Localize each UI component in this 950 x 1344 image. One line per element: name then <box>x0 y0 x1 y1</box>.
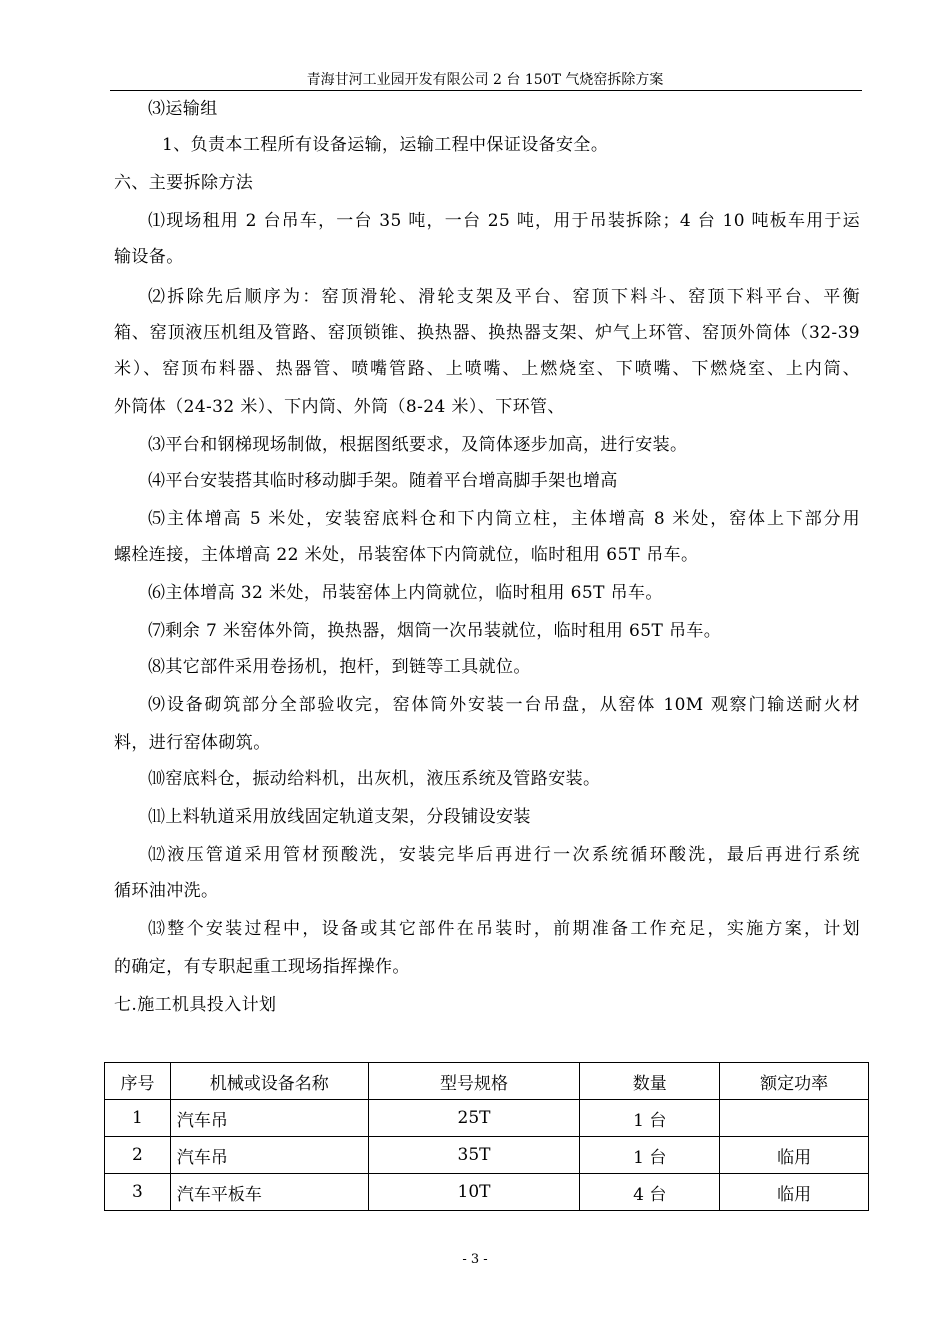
equipment-table <box>104 1062 869 1211</box>
paragraph-line: ⑺剩余 7 米窑体外筒，换热器，烟筒一次吊装就位，临时租用 65T 吊车。 <box>148 621 722 641</box>
cell-quantity: 4 台 <box>580 1174 720 1211</box>
cell-power: 临用 <box>720 1137 869 1174</box>
page-header: 青海甘河工业园开发有限公司 2 台 150T 气烧窑拆除方案 <box>306 72 664 88</box>
cell-model: 10T <box>368 1174 580 1211</box>
cell-quantity: 1 台 <box>580 1137 720 1174</box>
paragraph-line: ⑷平台安装搭其临时移动脚手架。随着平台增高脚手架也增高 <box>148 471 618 491</box>
paragraph-line: 的确定，有专职起重工现场指挥操作。 <box>114 957 410 977</box>
cell-name: 汽车吊 <box>170 1137 368 1174</box>
table-header-row <box>105 1063 869 1100</box>
cell-quantity: 1 台 <box>580 1100 720 1137</box>
paragraph-line: ⑾上料轨道采用放线固定轨道支架，分段铺设安装 <box>148 807 531 827</box>
paragraph-line: ⑶平台和钢梯现场制做，根据图纸要求，及筒体逐步加高，进行安装。 <box>148 435 688 455</box>
paragraph-line: ⑸主体增高 5 米处，安装窑底料仓和下内筒立柱，主体增高 8 米处，窑体上下部分用 <box>148 509 860 529</box>
header-divider <box>110 90 862 91</box>
header-cell-index: 序号 <box>105 1063 171 1100</box>
paragraph-line: ⑼设备砌筑部分全部验收完，窑体筒外安装一台吊盘，从窑体 10M 观察门输送耐火材 <box>148 695 860 715</box>
header-cell-quantity: 数量 <box>580 1063 720 1100</box>
paragraph-line: ⒀整个安装过程中，设备或其它部件在吊装时，前期准备工作充足，实施方案，计划 <box>148 919 860 939</box>
header-cell-power: 额定功率 <box>720 1063 869 1100</box>
paragraph-line: ⑶运输组 <box>148 99 218 119</box>
paragraph-line: ⑿液压管道采用管材预酸洗，安装完毕后再进行一次系统循环酸洗，最后再进行系统 <box>148 845 860 865</box>
table-row <box>105 1100 869 1137</box>
cell-model: 25T <box>368 1100 580 1137</box>
paragraph-line: 螺栓连接，主体增高 22 米处，吊装窑体下内筒就位，临时租用 65T 吊车。 <box>114 545 699 565</box>
cell-name: 汽车平板车 <box>170 1174 368 1211</box>
cell-name: 汽车吊 <box>170 1100 368 1137</box>
paragraph-line: 输设备。 <box>114 247 184 267</box>
cell-index: 3 <box>105 1174 171 1211</box>
section-heading: 七.施工机具投入计划 <box>114 995 277 1015</box>
cell-power: 临用 <box>720 1174 869 1211</box>
table-row <box>105 1174 869 1211</box>
table-row <box>105 1137 869 1174</box>
paragraph-line: ⑽窑底料仓，振动给料机，出灰机，液压系统及管路安装。 <box>148 769 601 789</box>
section-heading: 六、主要拆除方法 <box>114 173 254 193</box>
paragraph-line: 外筒体（24-32 米）、下内筒、外筒（8-24 米）、下环管、 <box>114 397 565 417</box>
cell-index: 2 <box>105 1137 171 1174</box>
paragraph-line: 料，进行窑体砌筑。 <box>114 733 271 753</box>
paragraph-line: ⑻其它部件采用卷扬机，抱杆，到链等工具就位。 <box>148 657 531 677</box>
paragraph-line: ⑴现场租用 2 台吊车，一台 35 吨，一台 25 吨，用于吊装拆除；4 台 10 吨板车用于运 <box>148 211 860 231</box>
cell-power <box>720 1100 869 1137</box>
paragraph-line: 循环油冲洗。 <box>114 881 219 901</box>
paragraph-line: 1、负责本工程所有设备运输，运输工程中保证设备安全。 <box>162 135 609 155</box>
paragraph-line: 箱、窑顶液压机组及管路、窑顶锁锥、换热器、换热器支架、炉气上环管、窑顶外筒体（32-39 <box>114 323 860 343</box>
header-cell-model: 型号规格 <box>368 1063 580 1100</box>
cell-index: 1 <box>105 1100 171 1137</box>
paragraph-line: 米）、窑顶布料器、热器管、喷嘴管路、上喷嘴、上燃烧室、下喷嘴、下燃烧室、上内筒、 <box>114 359 860 379</box>
paragraph-line: ⑹主体增高 32 米处，吊装窑体上内筒就位，临时租用 65T 吊车。 <box>148 583 663 603</box>
paragraph-line: ⑵拆除先后顺序为：窑顶滑轮、滑轮支架及平台、窑顶下料斗、窑顶下料平台、平衡 <box>148 287 860 307</box>
header-cell-name: 机械或设备名称 <box>170 1063 368 1100</box>
page-number: - 3 - <box>462 1252 488 1267</box>
cell-model: 35T <box>368 1137 580 1174</box>
